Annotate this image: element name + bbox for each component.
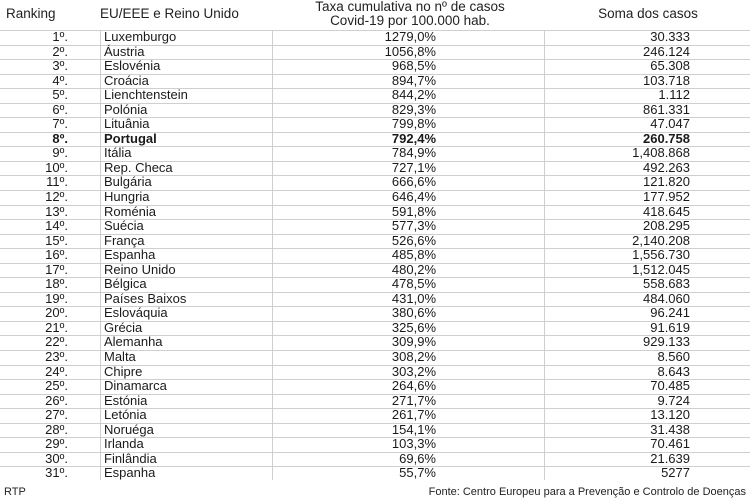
table-row [0,423,750,438]
rate-cell: 792,4% [391,130,436,146]
country-cell: França [104,232,145,248]
rank-cell: 28º. [45,421,68,437]
table-row [0,452,750,467]
sum-cell: 1.112 [658,87,690,103]
sum-cell: 70.461 [650,436,690,452]
rate-cell: 380,6% [391,305,436,321]
country-cell: Roménia [104,203,157,219]
sum-cell: 8.643 [657,363,690,379]
sum-cell: 861.331 [643,101,690,117]
country-cell: Finlândia [104,450,157,466]
rate-cell: 1056,8% [384,43,436,59]
rank-cell: 27º. [45,407,68,423]
country-cell: Dinamarca [104,378,167,394]
table-row [0,103,750,118]
rank-cell: 16º. [45,247,68,263]
rate-cell: 577,3% [391,218,436,234]
rank-cell: 1º. [52,29,68,44]
header-rate [280,0,540,28]
table-row [0,30,750,45]
rank-cell: 22º. [45,334,68,350]
rate-cell: 308,2% [391,349,436,365]
table-row [0,350,750,365]
sum-cell: 1,408.868 [632,145,690,161]
table-row [0,190,750,205]
header-ranking: Ranking [6,6,56,21]
rate-cell: 325,6% [391,319,436,335]
header-sum: Soma dos casos [598,6,698,21]
sum-cell: 260.758 [643,130,690,146]
table-body [0,30,750,481]
rank-cell: 11º. [46,174,68,190]
sum-cell: 96.241 [650,305,690,321]
sum-cell: 1,556.730 [632,247,690,263]
rank-cell: 26º. [45,392,68,408]
rate-cell: 55,7% [399,465,436,481]
header-rate-line2: Covid-19 por 100.000 hab. [330,13,490,28]
sum-cell: 70.485 [650,378,690,394]
table-row [0,394,750,409]
rank-cell: 17º. [45,261,68,277]
country-cell: Eslováquia [104,305,168,321]
rank-cell: 5º. [52,87,68,103]
rate-cell: 844,2% [391,87,436,103]
country-cell: Itália [104,145,132,161]
country-cell: Rep. Checa [104,159,173,175]
table-row [0,205,750,220]
country-cell: Lienchtenstein [104,87,188,103]
table-row [0,117,750,132]
rate-cell: 784,9% [391,145,436,161]
rank-cell: 14º. [45,218,68,234]
rank-cell: 9º. [52,145,68,161]
sum-cell: 558.683 [643,276,690,292]
rank-cell: 13º. [45,203,68,219]
rank-cell: 18º. [45,276,68,292]
table-header [0,0,750,30]
table-row [0,321,750,336]
country-cell: Lituânia [104,116,150,132]
rate-cell: 478,5% [391,276,436,292]
table-row [0,408,750,423]
rate-cell: 309,9% [391,334,436,350]
sum-cell: 9.724 [657,392,690,408]
sum-cell: 47.047 [650,116,690,132]
table-row [0,335,750,350]
sum-cell: 5277 [661,465,690,481]
sum-cell: 929.133 [643,334,690,350]
rate-cell: 69,6% [399,450,436,466]
table-row [0,466,750,481]
rate-cell: 829,3% [391,101,436,117]
rank-cell: 15º. [45,232,68,248]
sum-cell: 121.820 [643,174,690,190]
table-row [0,437,750,452]
rank-cell: 24º. [45,363,68,379]
country-cell: Croácia [104,72,149,88]
rank-cell: 25º. [45,378,68,394]
column-divider [272,30,273,480]
table-row [0,379,750,394]
rank-cell: 8º. [52,130,68,146]
table-row [0,175,750,190]
country-cell: Chipre [104,363,143,379]
rate-cell: 1279,0% [384,29,436,44]
rank-cell: 31º. [45,465,68,481]
rank-cell: 3º. [52,58,68,74]
table-row [0,74,750,89]
table-row [0,248,750,263]
sum-cell: 13.120 [650,407,690,423]
country-cell: Bulgária [104,174,152,190]
table-row [0,59,750,74]
rank-cell: 12º. [45,189,68,205]
country-cell: Espanha [104,247,156,263]
country-cell: Portugal [104,130,157,146]
sum-cell: 484.060 [643,290,690,306]
sum-cell: 31.438 [650,421,690,437]
rate-cell: 799,8% [391,116,436,132]
rate-cell: 894,7% [391,72,436,88]
rate-cell: 526,6% [391,232,436,248]
country-cell: Malta [104,349,136,365]
rate-cell: 303,2% [391,363,436,379]
country-cell: Alemanha [104,334,163,350]
table-row [0,45,750,60]
rate-cell: 271,7% [391,392,436,408]
sum-cell: 8.560 [657,349,690,365]
table-row [0,277,750,292]
table-row [0,365,750,380]
table-row [0,161,750,176]
table-row [0,306,750,321]
country-cell: Suécia [104,218,144,234]
rank-cell: 21º. [45,319,68,335]
sum-cell: 103.718 [643,72,690,88]
country-cell: Luxemburgo [104,29,177,44]
rank-cell: 20º. [45,305,68,321]
country-cell: Países Baixos [104,290,187,306]
rank-cell: 10º. [45,159,68,175]
table-row [0,234,750,249]
footer [0,486,750,500]
rate-cell: 431,0% [391,290,436,306]
rank-cell: 19º. [45,290,68,306]
country-cell: Eslovénia [104,58,161,74]
rank-cell: 4º. [52,72,68,88]
rate-cell: 968,5% [391,58,436,74]
rate-cell: 727,1% [391,159,436,175]
sum-cell: 246.124 [643,43,690,59]
table-row [0,263,750,278]
country-cell: Hungria [104,189,150,205]
rate-cell: 264,6% [391,378,436,394]
sum-cell: 30.333 [650,29,690,44]
country-cell: Noruéga [104,421,154,437]
rank-cell: 23º. [45,349,68,365]
rate-cell: 154,1% [391,421,436,437]
header-rate-line1: Taxa cumulativa no nº de casos [315,0,505,14]
footer-source: Fonte: Centro Europeu para a Prevenção e Controlo de Doenças [428,486,746,498]
table-row [0,219,750,234]
country-cell: Irlanda [104,436,144,452]
rate-cell: 591,8% [391,203,436,219]
rate-cell: 666,6% [391,174,436,190]
rank-cell: 30º. [45,450,68,466]
country-cell: Polónia [104,101,148,117]
country-cell: Grécia [104,319,143,335]
rank-cell: 7º. [52,116,68,132]
sum-cell: 418.645 [643,203,690,219]
rate-cell: 103,3% [391,436,436,452]
country-cell: Letónia [104,407,147,423]
sum-cell: 91.619 [650,319,690,335]
column-divider [544,30,545,480]
sum-cell: 21.639 [650,450,690,466]
rank-cell: 29º. [45,436,68,452]
rank-cell: 2º. [52,43,68,59]
footer-credit: RTP [4,486,26,498]
header-country: EU/EEE e Reino Unido [100,6,239,21]
country-cell: Estónia [104,392,148,408]
rate-cell: 261,7% [391,407,436,423]
sum-cell: 177.952 [643,189,690,205]
country-cell: Reino Unido [104,261,176,277]
sum-cell: 2,140.208 [632,232,690,248]
sum-cell: 492.263 [643,159,690,175]
rate-cell: 646,4% [391,189,436,205]
sum-cell: 65.308 [650,58,690,74]
sum-cell: 1,512.045 [632,261,690,277]
table-row [0,88,750,103]
country-cell: Bélgica [104,276,147,292]
country-cell: Espanha [104,465,156,481]
table-row [0,146,750,161]
column-divider [100,30,101,480]
country-cell: Áustria [104,43,145,59]
table-row [0,132,750,147]
rate-cell: 480,2% [391,261,436,277]
rank-cell: 6º. [52,101,68,117]
rate-cell: 485,8% [391,247,436,263]
sum-cell: 208.295 [643,218,690,234]
table-row [0,292,750,307]
